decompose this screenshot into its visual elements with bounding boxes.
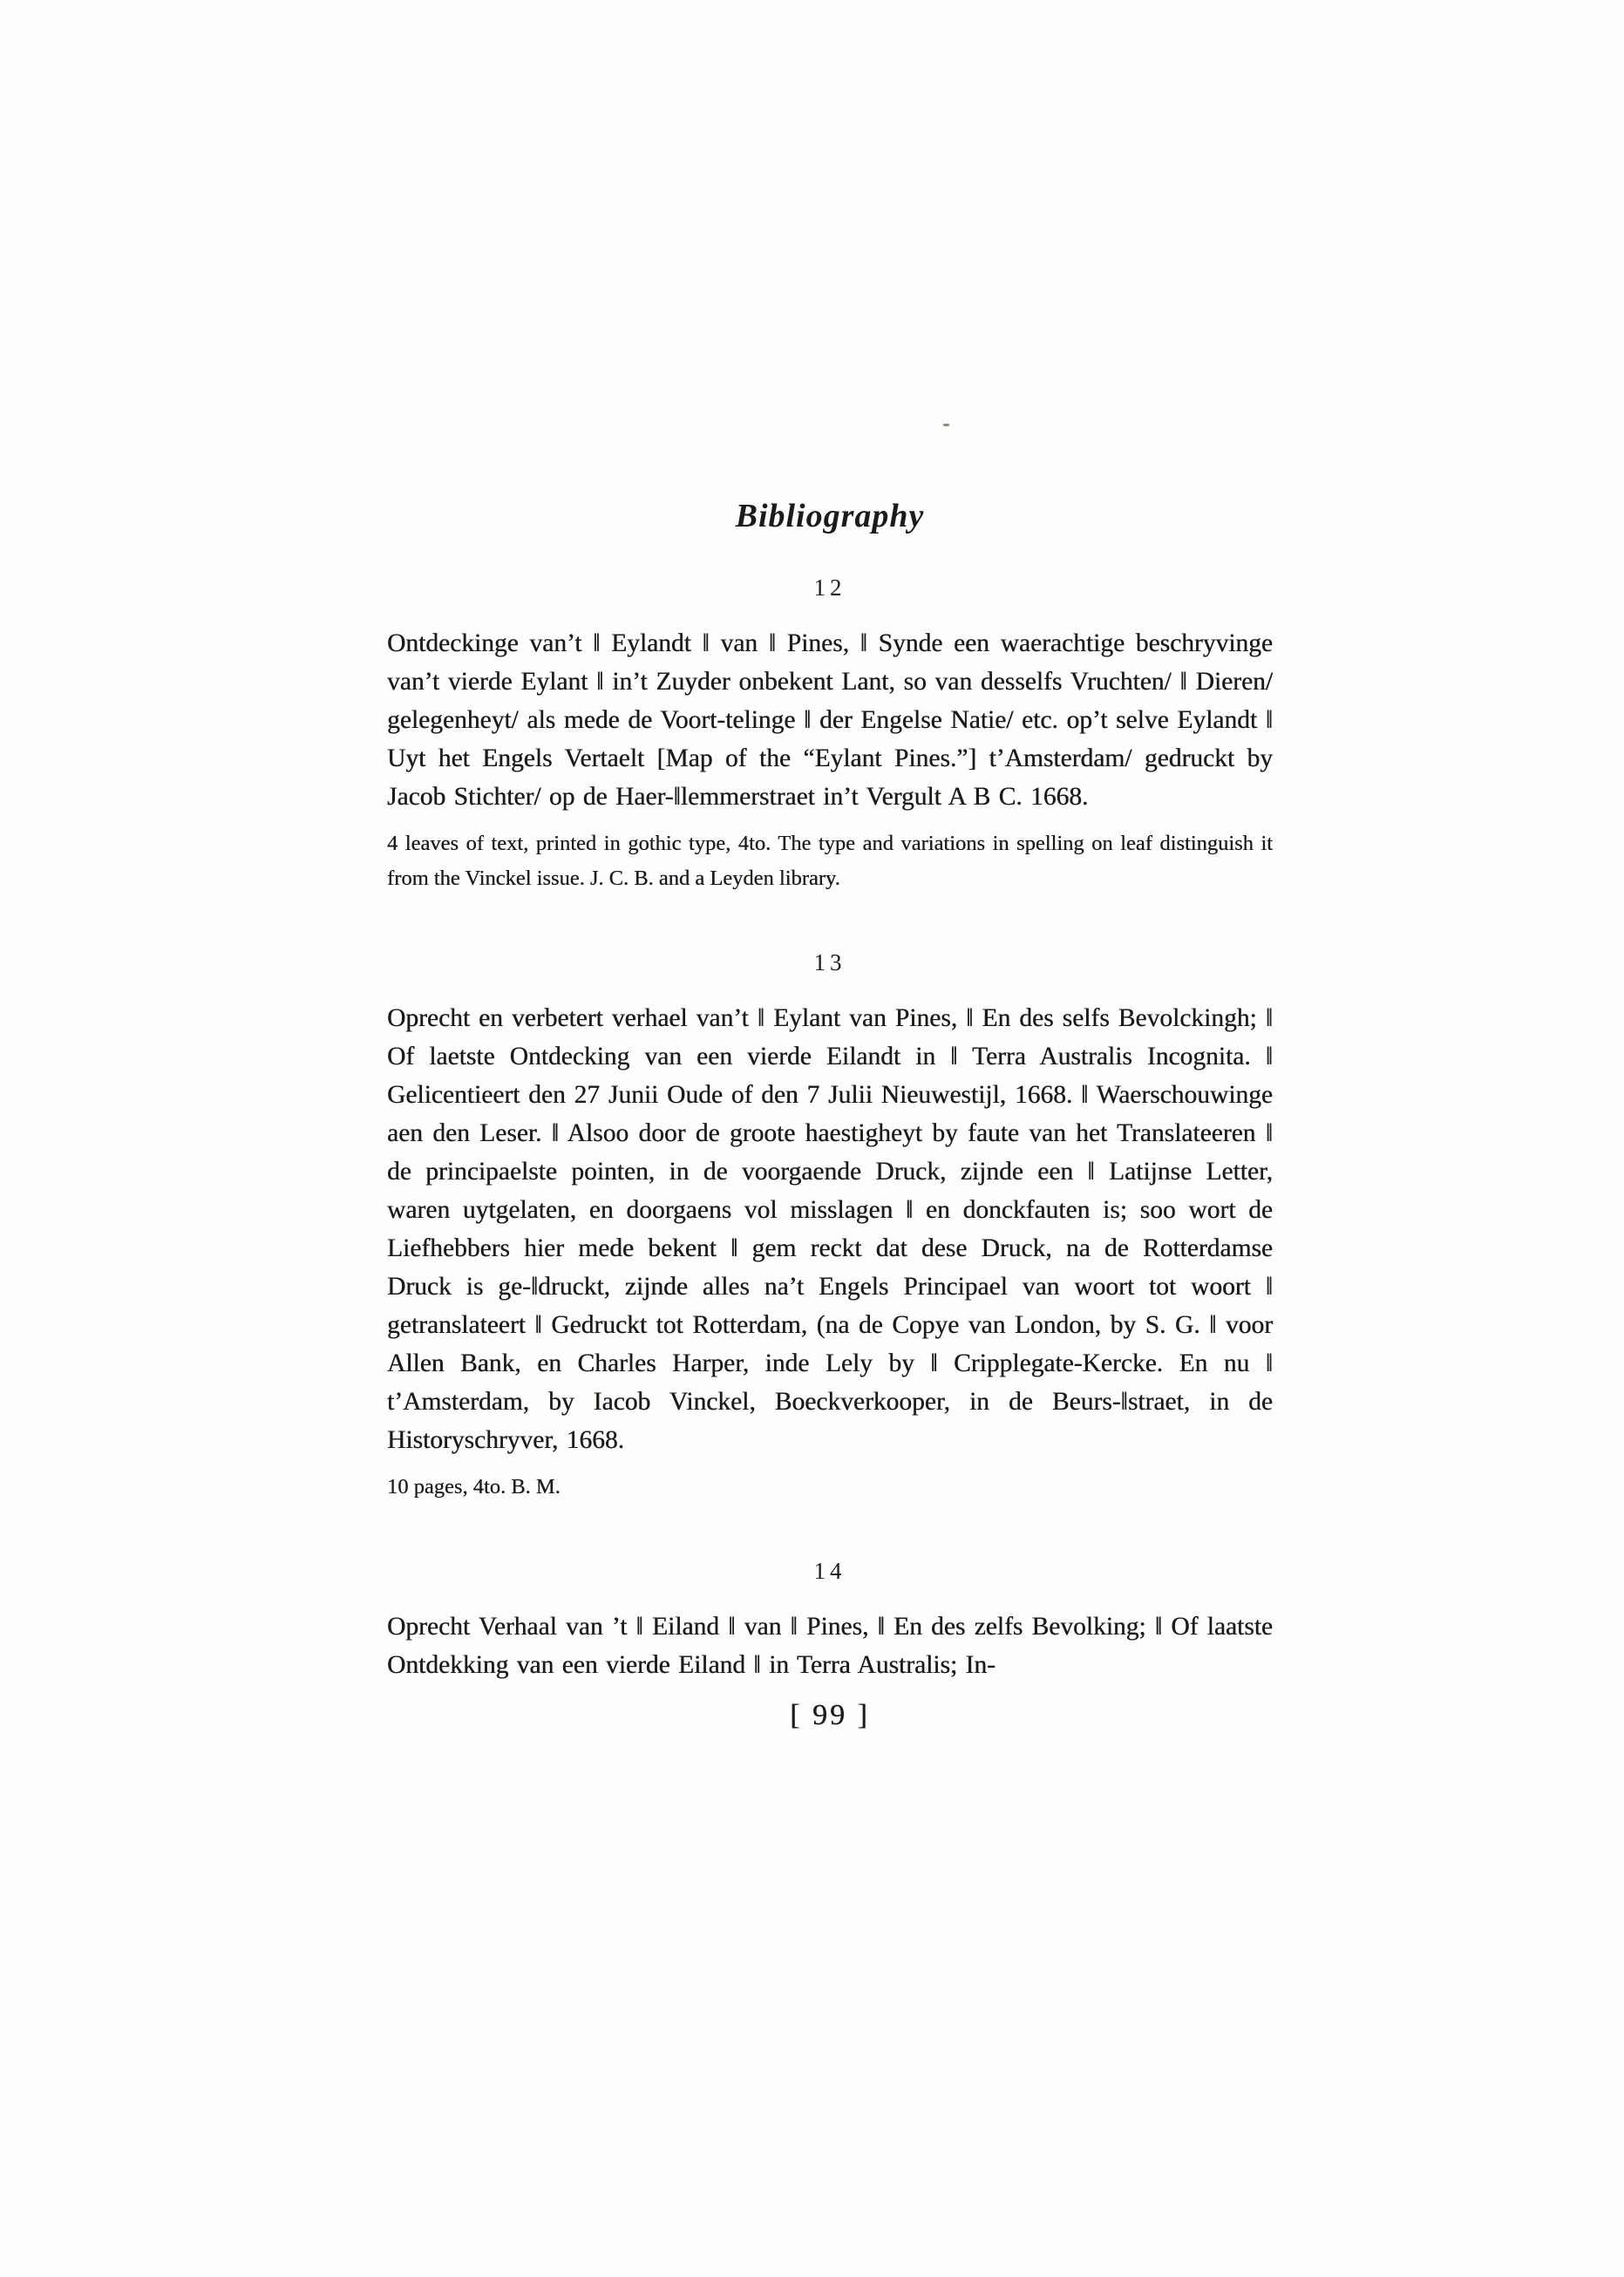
entry-number: 12 bbox=[813, 574, 846, 601]
text-block bbox=[387, 497, 1273, 1733]
entry-note: 10 pages, 4to. B. M. bbox=[387, 1475, 561, 1499]
bibliography-entry-14 bbox=[387, 1557, 1273, 1684]
entry-body: Oprecht Verhaal van ’t ‖ Eiland ‖ van ‖ Pines, ‖ En des zelfs Bevolking; ‖ Of laatste Ontdekking van een vierde Eiland ‖ in Terra Australis; In- bbox=[387, 1613, 1273, 1679]
entry-body: Ontdeckinge van’t ‖ Eylandt ‖ van ‖ Pines, ‖ Synde een waerachtige beschryvinge van’t vierde Eylant ‖ in’t Zuyder onbekent Lant, so van desselfs Vruchten/ ‖ Dieren/ gelegenheyt/ als mede de Voort-telinge ‖ der Engelse Natie/ etc. op’t selve Eylandt ‖ Uyt het Engels Vertaelt [Map of the “Eylant Pines.”] t’Amsterdam/ gedruckt by Jacob Stichter/ op de Haer-‖lemmerstraet in’t Vergult A B C. 1668. bbox=[387, 629, 1273, 811]
page-title: Bibliography bbox=[735, 498, 925, 534]
entry-number: 14 bbox=[813, 1558, 846, 1584]
entry-number: 13 bbox=[813, 949, 846, 975]
entry-body: Oprecht en verbetert verhael van’t ‖ Eylant van Pines, ‖ En des selfs Bevolckingh; ‖ Of laetste Ontdecking van een vierde Eilandt in ‖ Terra Australis Incognita. ‖ Gelicentieert den 27 Junii Oude of den 7 Julii Nieuwestijl, 1668. ‖ Waerschouwinge aen den Leser. ‖ Alsoo door de groote haestigheyt by faute van het Translateeren ‖ de principaelste pointen, in de voorgaende Druck, zijnde een ‖ Latijnse Letter, waren uytgelaten, en doorgaens vol misslagen ‖ en donckfauten is; soo wort de Liefhebbers hier mede bekent ‖ gem reckt dat dese Druck, na de Rotterdamse Druck is ge-‖druckt, zijnde alles na’t Engels Principael van woort tot woort ‖ getranslateert ‖ Gedruckt tot Rotterdam, (na de Copye van London, by S. G. ‖ voor Allen Bank, en Charles Harper, inde Lely by ‖ Cripplegate-Kercke. En nu ‖ t’Amsterdam, by Iacob Vinckel, Boeckverkooper, in de Beurs-‖straet, in de Historyschryver, 1668. bbox=[387, 1004, 1273, 1454]
bibliography-entry-12 bbox=[387, 574, 1273, 896]
page-number: [ 99 ] bbox=[790, 1699, 870, 1731]
bibliography-entry-13 bbox=[387, 948, 1273, 1505]
stray-ink-mark bbox=[943, 424, 949, 426]
entry-note: 4 leaves of text, printed in gothic type, 4to. The type and variations in spelling on leaf distinguish it from the Vinckel issue. J. C. B. and a Leyden library. bbox=[387, 832, 1273, 890]
